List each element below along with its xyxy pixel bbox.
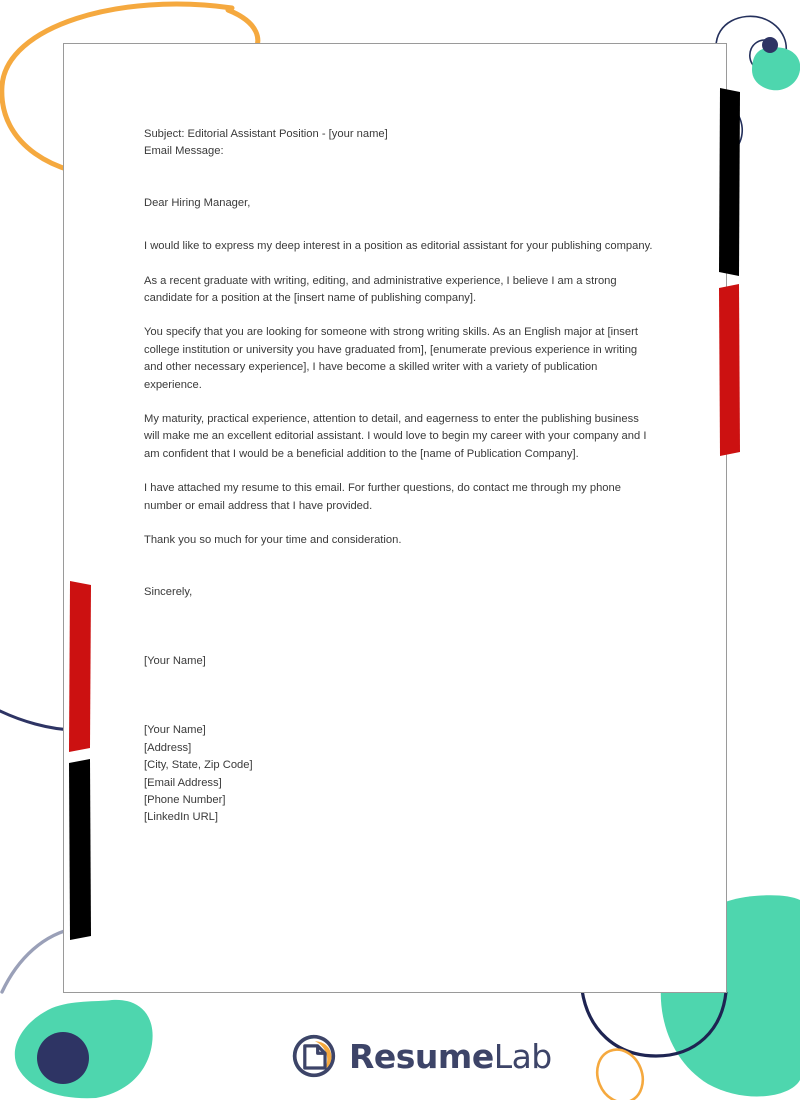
body-paragraph-5: I have attached my resume to this email. For further questions, do contact me through my phone number or email address that I have provided. xyxy=(144,482,621,512)
spacer xyxy=(144,161,654,195)
body-paragraph-1: I would like to express my deep interest in a position as editorial assistant for your publishing company. xyxy=(144,240,653,253)
spacer xyxy=(144,229,654,238)
resumelab-logo[interactable] xyxy=(291,1026,552,1086)
letter-body xyxy=(144,126,654,827)
contact-name: [Your Name] xyxy=(144,724,206,737)
salutation: Dear Hiring Manager, xyxy=(144,196,251,209)
subject-line: Subject: Editorial Assistant Position - [your name] xyxy=(144,128,388,140)
body-paragraph-6: Thank you so much for your time and consideration. xyxy=(144,534,402,547)
email-message-label: Email Message: xyxy=(144,145,224,158)
closing: Sincerely, xyxy=(144,585,193,598)
contact-city-state-zip: [City, State, Zip Code] xyxy=(144,759,253,772)
red-bar-right-lower-icon xyxy=(719,284,740,456)
signature-spacer xyxy=(144,601,654,653)
contact-linkedin: [LinkedIn URL] xyxy=(144,811,219,824)
contact-block xyxy=(144,722,654,826)
black-bar-right-upper-icon xyxy=(719,88,740,276)
brand-resume: Resume xyxy=(349,1036,494,1076)
black-bar-left-lower-icon xyxy=(69,759,91,940)
body-paragraph-2: As a recent graduate with writing, editing, and administrative experience, I believe I am a strong candidate for a position at the [insert name of publishing company]. xyxy=(144,274,617,305)
resumelab-document-logo-icon xyxy=(291,1033,337,1079)
brand-wordmark xyxy=(349,1036,552,1076)
contact-phone: [Phone Number] xyxy=(144,793,226,806)
body-paragraph-4: My maturity, practical experience, attention to detail, and eagerness to enter the publishing business will make me an excellent editorial assistant. I would love to begin my career with your company and I am confident that I would be a beneficial addition to the [name of Publication Company]. xyxy=(144,413,647,460)
spacer xyxy=(144,567,654,584)
spacer xyxy=(144,670,654,722)
red-bar-left-upper-icon xyxy=(69,581,91,752)
brand-lab: Lab xyxy=(493,1036,552,1076)
contact-email: [Email Address] xyxy=(144,776,222,789)
contact-address: [Address] xyxy=(144,741,192,754)
signature-name: [Your Name] xyxy=(144,654,206,667)
body-paragraph-3: You specify that you are looking for someone with strong writing skills. As an English major at [insert college institution or university you have graduated from], [enumerate previous experience in writing and other necessary experience], I have become a skilled writer with a variety of publication experience. xyxy=(144,326,638,391)
